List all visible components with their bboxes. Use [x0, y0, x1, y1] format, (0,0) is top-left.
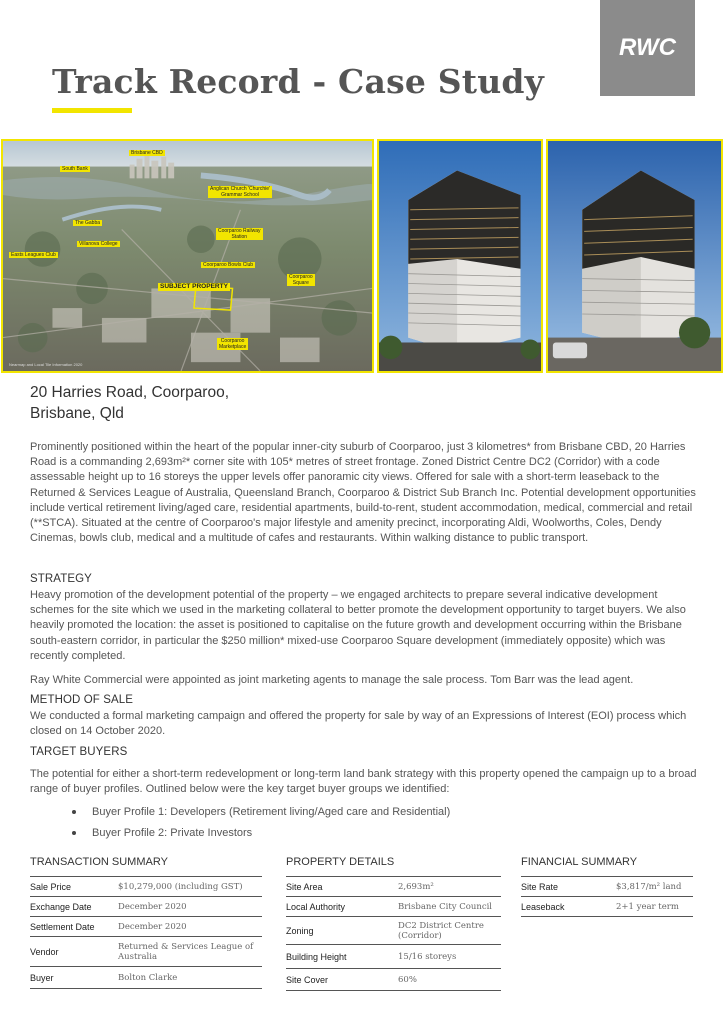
- label-square-line1: Coorparoo: [289, 274, 313, 280]
- row-label: Leaseback: [521, 901, 565, 912]
- label-square-line2: Square: [292, 280, 309, 286]
- row-label: Site Rate: [521, 881, 559, 892]
- row-value: December 2020: [118, 901, 187, 912]
- property-details-table: [286, 876, 501, 991]
- row-value: Returned & Services League of Australia: [118, 941, 254, 962]
- list-item: Buyer Profile 2: Private Investors: [72, 823, 450, 844]
- page-title: Track Record - Case Study: [52, 62, 545, 101]
- render-image-2: [548, 141, 721, 371]
- row-label: Building Height: [286, 951, 347, 962]
- label-anglican-line2: Grammar School: [221, 192, 259, 198]
- label-the-gabba: The Gabba: [75, 220, 101, 226]
- property-details-heading: PROPERTY DETAILS: [286, 856, 395, 868]
- financial-summary-heading: FINANCIAL SUMMARY: [521, 856, 638, 868]
- strategy-agent-paragraph: Ray White Commercial were appointed as joint marketing agents to manage the sale process. Tom Barr was the lead agent.: [30, 674, 634, 686]
- table-row: [286, 969, 501, 991]
- label-south-bank: South Bank: [62, 166, 88, 172]
- method-heading: METHOD OF SALE: [30, 694, 133, 706]
- table-row: [30, 897, 262, 917]
- row-label: Sale Price: [30, 881, 72, 892]
- row-value: 15/16 storeys: [398, 951, 457, 962]
- label-anglican-church: [208, 186, 272, 198]
- row-value: DC2 District Centre (Corridor): [398, 920, 484, 941]
- label-coorparoo-marketplace: [217, 338, 248, 350]
- table-row: [30, 937, 262, 967]
- property-address: [30, 382, 229, 424]
- method-paragraph: We conducted a formal marketing campaign and offered the property for sale by way of an Expressions of Interest (EOI) process which closed on 14 October 2020.: [30, 710, 687, 738]
- building-render-side: [546, 139, 723, 373]
- title-underline: [52, 108, 132, 113]
- row-label: Site Cover: [286, 974, 329, 985]
- row-value: December 2020: [118, 921, 187, 932]
- map-credit: Nearmap and Local Tile Information 2020: [9, 362, 83, 367]
- rwc-logo: RWC: [600, 0, 695, 96]
- row-label: Local Authority: [286, 901, 346, 912]
- row-value: Brisbane City Council: [398, 901, 493, 912]
- table-row: [30, 917, 262, 937]
- strategy-paragraph: Heavy promotion of the development potential of the property – we engaged architects to prepare several indicative development schemes for the site which we used in the marketing collateral to better promote the development opportunity to target buyers. We also heavily promoted the location: the asset is positioned to capitalise on the future growth and development occurring within the Brisbane south-eastern corridor, in particular the $250 million* mixed-use Coorparoo Square development (immediately opposite) which was recently completed.: [30, 589, 686, 662]
- label-anglican-line1: Anglican Church 'Churchie': [210, 186, 270, 192]
- target-buyers-heading: TARGET BUYERS: [30, 746, 128, 758]
- aerial-image: [3, 141, 372, 371]
- table-row: [286, 897, 501, 917]
- label-coorparoo-square: [287, 274, 315, 286]
- label-marketplace-line1: Coorparoo: [220, 338, 245, 344]
- label-brisbane-cbd: Brisbane CBD: [131, 150, 163, 156]
- row-value: $3,817/m² land: [616, 881, 682, 892]
- intro-paragraph: Prominently positioned within the heart of the popular inner-city suburb of Coorparoo, just 3 kilometres* from Brisbane CBD, 20 Harries Road is a commanding 2,693m²* corner site with 105* metres of street frontage. Zoned District Centre DC2 (Corridor) with a code assessable height up to 16 storeys the upper levels offer panoramic city views. Offered for sale with a short-term leaseback to the Returned & Services League of Australia, Queensland Branch, Coorparoo & District Sub Branch Inc. Potential development opportunities include vertical retirement living/aged care, residential apartments, build-to-rent, student accommodation, medical, commercial and retail (**STCA). Situated at the centre of Coorparoo's major lifestyle and amenity precinct, incorporating Aldi, Woolworths, Coles, Dendy Cinemas, bowls club, medical and a multitude of cafes and restaurants. Within walking distance to public transport.: [30, 441, 696, 545]
- row-value: 2+1 year term: [616, 901, 679, 912]
- row-label: Vendor: [30, 946, 59, 957]
- label-railway-line1: Coorparoo Railway: [218, 228, 261, 234]
- label-villanova-college: Villanova College: [79, 241, 118, 247]
- address-line-1: 20 Harries Road, Coorparoo,: [30, 384, 230, 401]
- address-line-2: Brisbane, Qld: [30, 405, 124, 422]
- table-row: [30, 877, 262, 897]
- table-row: [521, 877, 693, 897]
- label-subject-property: SUBJECT PROPERTY: [160, 283, 228, 290]
- row-label: Exchange Date: [30, 901, 92, 912]
- table-row: [286, 917, 501, 945]
- table-row: [286, 877, 501, 897]
- row-value: $10,279,000 (including GST): [118, 881, 243, 892]
- table-row: [30, 967, 262, 989]
- row-label: Zoning: [286, 925, 314, 936]
- label-easts-leagues-club: Easts Leagues Club: [11, 252, 56, 258]
- transaction-summary-heading: TRANSACTION SUMMARY: [30, 856, 168, 868]
- table-row: [521, 897, 693, 917]
- strategy-heading: STRATEGY: [30, 573, 92, 585]
- table-row: [286, 945, 501, 969]
- row-value: 60%: [398, 974, 417, 985]
- row-value: 2,693m²: [398, 881, 434, 892]
- label-bowls-club: Coorparoo Bowls Club: [203, 262, 254, 268]
- financial-summary-table: [521, 876, 693, 917]
- transaction-summary-table: [30, 876, 262, 989]
- label-railway-station: [216, 228, 263, 240]
- list-item: Buyer Profile 1: Developers (Retirement living/Aged care and Residential): [72, 802, 450, 823]
- row-label: Site Area: [286, 881, 323, 892]
- aerial-map-photo: [1, 139, 374, 373]
- row-value: Bolton Clarke: [118, 972, 178, 983]
- target-buyers-paragraph: The potential for either a short-term redevelopment or long-term land bank strategy with this property opened the campaign up to a broad range of buyer profiles. Outlined below were the key target buyer groups we identified:: [30, 768, 697, 796]
- label-marketplace-line2: Marketplace: [219, 344, 247, 350]
- row-label: Settlement Date: [30, 921, 95, 932]
- render-image-1: [379, 141, 541, 371]
- buyer-profile-list: [72, 802, 450, 844]
- row-label: Buyer: [30, 972, 54, 983]
- label-railway-line2: Station: [231, 234, 248, 240]
- building-render-front: [377, 139, 543, 373]
